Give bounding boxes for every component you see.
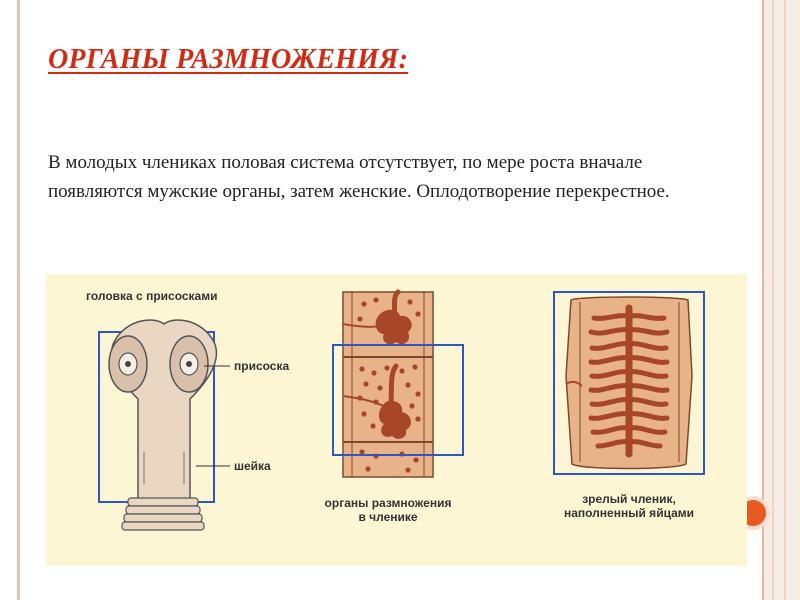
label-reproductive-organs-line2: в членике — [358, 510, 418, 524]
left-border-line — [17, 0, 20, 600]
frame-stripe — [784, 0, 786, 600]
frame-stripe — [772, 0, 774, 600]
proglottid-ring — [126, 506, 200, 514]
proglottid-ring — [122, 522, 204, 530]
label-neck: шейка — [234, 459, 271, 473]
label-sucker: присоска — [234, 359, 290, 373]
left-sucker-dot — [125, 361, 131, 367]
label-head-with-suckers: головка с присосками — [86, 289, 218, 303]
proglottid-organs-drawing — [333, 292, 463, 477]
label-mature-proglottid-line2: наполненный яйцами — [563, 506, 695, 520]
proglottid-ring — [124, 514, 202, 522]
slide-title: ОРГАНЫ РАЗМНОЖЕНИЯ: — [48, 44, 409, 75]
scolex-drawing — [99, 320, 230, 530]
slide-body-text: В молодых члениках половая система отсутствует, по мере роста вначале появляются мужские органы, затем женские. Оплодотворение перекрестное. — [48, 152, 670, 202]
label-reproductive-organs — [308, 496, 468, 524]
right-sucker-dot — [186, 361, 192, 367]
label-mature-proglottid — [539, 492, 719, 520]
label-mature-proglottid-line1: зрелый членик, — [582, 492, 676, 506]
proglottid-ring — [128, 498, 198, 506]
mature-proglottid-drawing — [554, 292, 704, 474]
right-decorative-frame — [762, 0, 800, 600]
label-reproductive-organs-line1: органы размножения — [324, 496, 452, 510]
tapeworm-illustration — [46, 274, 747, 566]
